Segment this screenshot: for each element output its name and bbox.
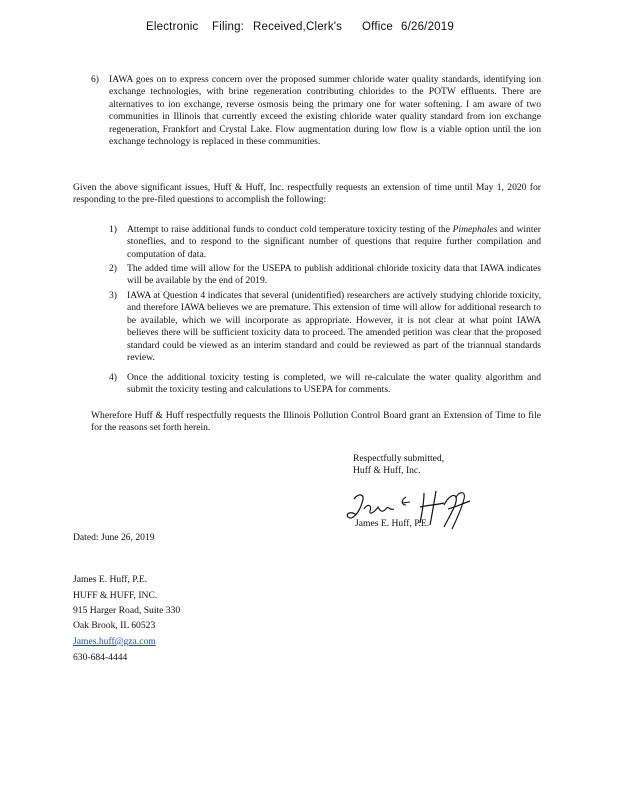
list-item-1-text: Attempt to raise additional funds to conduct cold temperature toxicity testing of the Pimephales and winter stoneflies, and to respond to the significant number of questions that require further compilation and computation of data.	[127, 224, 541, 260]
header-date: 6/26/2019	[401, 21, 454, 33]
list-item-2-number: 2)	[109, 263, 117, 274]
contact-city: Oak Brook, IL 60523	[73, 620, 156, 631]
list-item-3-text: IAWA at Question 4 indicates that several (unidentified) researchers are actively studying chloride toxicity, and therefore IAWA believes we are premature. This extension of time will allow for additional research to be available, which we will incorporate as appropriate. However, it is not clear at what point IAWA believes there will be sufficient toxicity data to proceed. The amended petition was clear that the proposed standard could be viewed as an interim standard and could be reviewed as part of the triannual standards review.	[127, 290, 541, 364]
wherefore-paragraph: Wherefore Huff & Huff respectfully requests the Illinois Pollution Control Board grant an Extension of Time to file for the reasons set forth herein.	[91, 410, 541, 434]
given-paragraph: Given the above significant issues, Huff & Huff, Inc. respectfully requests an extension of time until May 1, 2020 for responding to the pre-filed questions to accomplish the following:	[73, 182, 541, 206]
header-received: Received,Clerk's	[253, 21, 343, 33]
contact-company: HUFF & HUFF, INC.	[73, 590, 158, 601]
species-name: Pimephales	[452, 224, 498, 235]
list-item-4-text: Once the additional toxicity testing is completed, we will re-calculate the water quality algorithm and submit the toxicity testing and calculations to USEPA for comments.	[127, 372, 541, 396]
contact-name: James E. Huff, P.E.	[73, 574, 148, 585]
signature-label: James E. Huff, P.E.	[355, 518, 430, 529]
header-office: Office	[362, 21, 394, 33]
item6-number: 6)	[91, 74, 99, 85]
closing-company: Huff & Huff, Inc.	[353, 465, 421, 476]
list-item-3-number: 3)	[109, 290, 117, 301]
dated-line: Dated: June 26, 2019	[73, 532, 155, 543]
header-electronic: Electronic	[146, 21, 199, 33]
list-item-4-number: 4)	[109, 372, 117, 383]
list-item-2-text: The added time will allow for the USEPA to publish additional chloride toxicity data that IAWA indicates will be available by the end of 2019.	[127, 263, 541, 287]
header-filing: Filing:	[212, 21, 245, 33]
email-link[interactable]: James.huff@gza.com	[73, 636, 156, 647]
contact-email	[73, 636, 273, 648]
item6-text: IAWA goes on to express concern over the proposed summer chloride water quality standards, identifying ion exchange technologies, with brine regeneration contributing chlorides to the POTW effluents. There are alternatives to ion exchange, reverse osmosis being the primary one for water softening. I am aware of two communities in Illinois that currently exceed the existing chloride water quality standard from ion exchange regeneration, Frankfort and Crystal Lake. Flow augmentation during low flow is a viable option until the ion exchange technology is replaced in these communities.	[109, 74, 541, 148]
contact-phone: 630-684-4444	[73, 652, 128, 663]
contact-street: 915 Harger Road, Suite 330	[73, 605, 181, 616]
list-item-1-number: 1)	[109, 224, 117, 235]
closing-respectfully: Respectfully submitted,	[353, 453, 445, 464]
